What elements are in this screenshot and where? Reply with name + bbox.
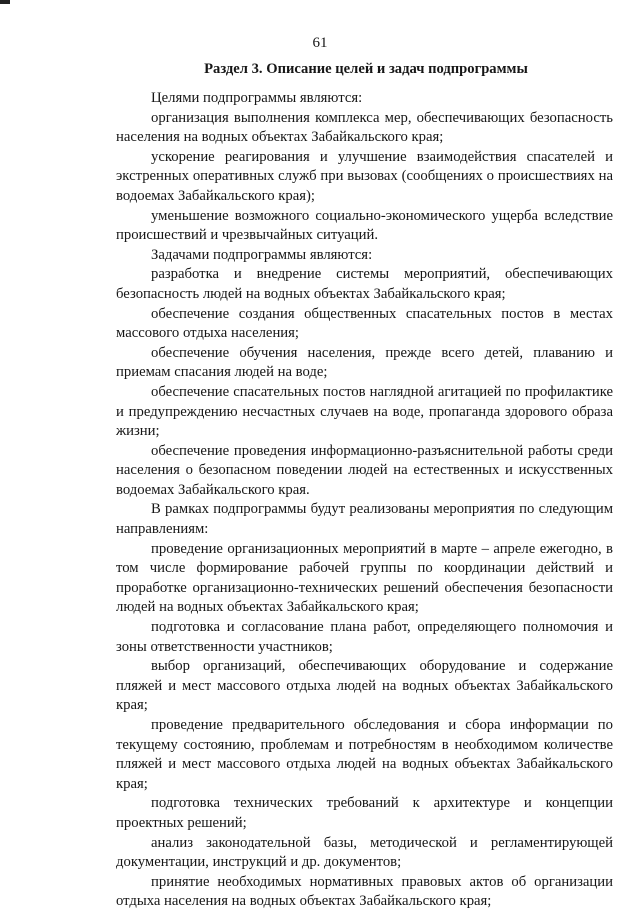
paragraph-direction-7: принятие необходимых нормативных правовых актов об организации отдыха населения на водных объектах Забайкальского края; (116, 873, 613, 910)
paragraph-task-2: обеспечение создания общественных спасательных постов в местах массового отдыха населения; (116, 305, 613, 342)
paragraph-direction-3: выбор организаций, обеспечивающих оборудование и содержание пляжей и мест массового отдыха людей на водных объектах Забайкальского края; (116, 658, 613, 714)
paragraph-goals-intro: Целями подпрограммы являются: (151, 90, 363, 106)
paragraph-directions-intro: В рамках подпрограммы будут реализованы мероприятия по следующим направлениям: (116, 501, 613, 538)
paragraph-tasks-intro: Задачами подпрограммы являются: (151, 246, 373, 263)
paragraph-goal-1: организация выполнения комплекса мер, обеспечивающих безопасность населения на водных объектах Забайкальского края; (116, 109, 613, 146)
paragraph-direction-5: подготовка технических требований к архитектуре и концепции проектных решений; (116, 795, 613, 831)
document-body (116, 89, 613, 912)
section-title: Раздел 3. Описание целей и задач подпрограммы (204, 61, 528, 77)
paragraph-task-1: разработка и внедрение системы мероприятий, обеспечивающих безопасность людей на водных объектах Забайкальского края; (116, 266, 613, 302)
paragraph-direction-6: анализ законодательной базы, методической и регламентирующей документации, инструкций и др. документов; (116, 834, 613, 871)
paragraph-task-3: обеспечение обучения населения, прежде всего детей, плаванию и приемам спасания людей на воде; (116, 344, 613, 381)
page-number: 61 (312, 35, 328, 51)
paragraph-goal-2: ускорение реагирования и улучшение взаимодействия спасателей и экстренных оперативных служб при вызовах (сообщениях о происшествиях на водоемах Забайкальского края); (116, 148, 613, 204)
paragraph-goal-3: уменьшение возможного социально-экономического ущерба вследствие происшествий и чрезвычайных ситуаций. (116, 207, 613, 244)
paragraph-direction-4: проведение предварительного обследования и сбора информации по текущему состоянию, проблемам и потребностям в необходимом количестве пляжей и мест массового отдыха людей на водных объектах Забайкальского края; (116, 717, 613, 792)
paragraph-direction-2: подготовка и согласование плана работ, определяющего полномочия и зоны ответственности участников; (116, 619, 613, 655)
paragraph-task-5: обеспечение проведения информационно-разъяснительной работы среди населения о безопасном поведении людей на естественных и искусственных водоемах Забайкальского края. (116, 442, 613, 498)
paragraph-task-4: обеспечение спасательных постов наглядной агитацией по профилактике и предупреждению несчастных случаев на воде, пропаганда здорового образа жизни; (116, 383, 613, 440)
scan-corner-mark (0, 0, 10, 4)
paragraph-direction-1: проведение организационных мероприятий в марте – апреле ежегодно, в том числе формирование рабочей группы по координации действий и проработке организационно-технических решений обеспечения безопасности людей на водных объектах Забайкальского края; (116, 540, 613, 616)
